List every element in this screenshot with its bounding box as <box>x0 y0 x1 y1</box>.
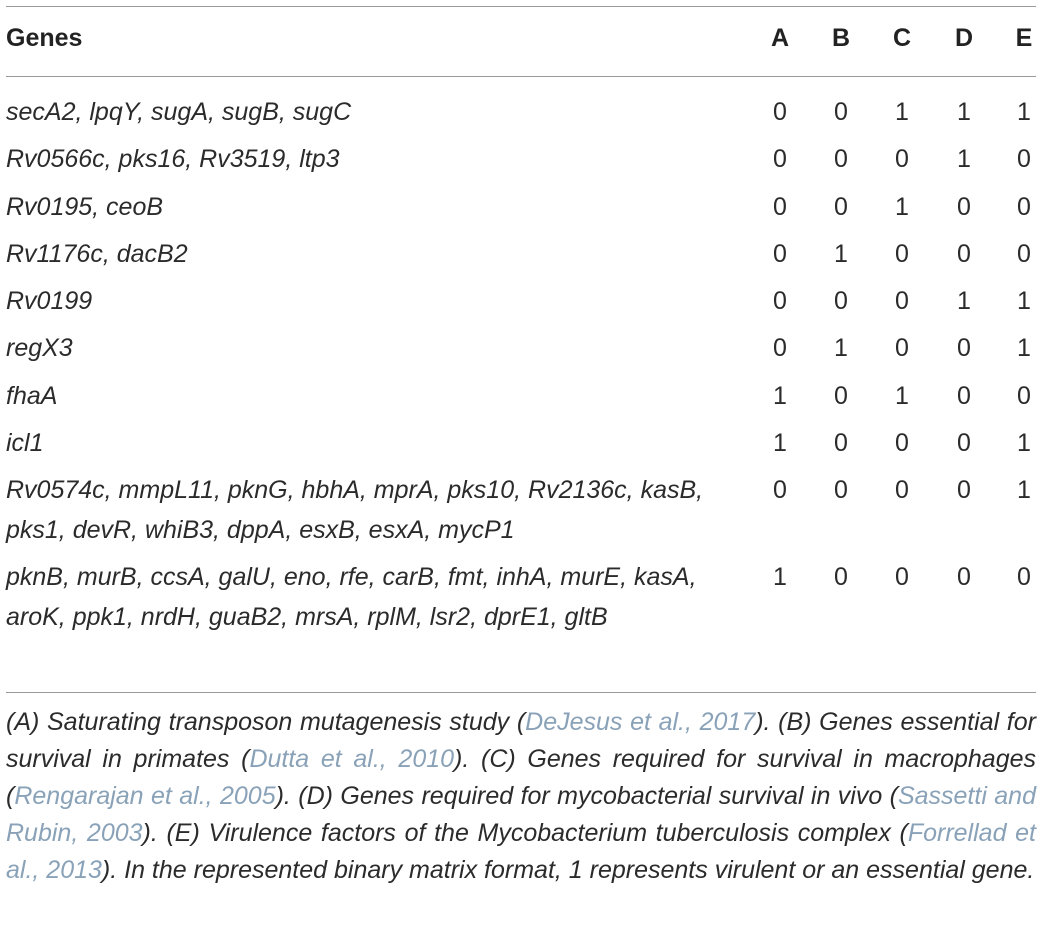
citation-link[interactable]: Forrellad et al., 2013 <box>6 819 1036 884</box>
value-cell: 1 <box>773 429 787 457</box>
column-header-a: A <box>770 24 790 52</box>
footnote-text: ). In the represented binary matrix format, 1 represents virulent or an essential gene. <box>101 856 1035 884</box>
value-cell: 1 <box>1017 476 1031 504</box>
value-cell: 1 <box>895 382 909 410</box>
value-cell: 0 <box>957 240 971 268</box>
value-cell: 0 <box>834 98 848 126</box>
footnote-text: ). (C) Genes required for survival in macrophages ( <box>6 745 1037 810</box>
genes-cell: Rv0574c, mmpL11, pknG, hbhA, mprA, pks10, Rv2136c, kasB, pks1, devR, whiB3, dppA, esxB, esxA, mycP1 <box>6 476 704 544</box>
value-cell: 0 <box>773 240 787 268</box>
value-cell: 0 <box>773 334 787 362</box>
value-cell: 0 <box>773 476 787 504</box>
footnote-text: ). (D) Genes required for mycobacterial survival in vivo ( <box>275 782 898 810</box>
genes-cell: secA2, lpqY, sugA, sugB, sugC <box>6 98 352 126</box>
column-header-c: C <box>892 24 912 52</box>
genes-cell: Rv0195, ceoB <box>6 193 164 221</box>
footnote-text: ). (E) Virulence factors of the Mycobacterium tuberculosis complex ( <box>142 819 908 847</box>
value-cell: 0 <box>773 98 787 126</box>
value-cell: 0 <box>895 429 909 457</box>
value-cell: 0 <box>957 193 971 221</box>
value-cell: 0 <box>957 334 971 362</box>
table-bottom-rule <box>6 692 1036 693</box>
table-footnote <box>6 704 1036 889</box>
value-cell: 0 <box>834 429 848 457</box>
value-cell: 1 <box>957 287 971 315</box>
genes-cell: pknB, murB, ccsA, galU, eno, rfe, carB, fmt, inhA, murE, kasA, aroK, ppk1, nrdH, guaB2, mrsA, rplM, lsr2, dprE1, gltB <box>6 563 697 631</box>
value-cell: 1 <box>773 563 787 591</box>
table-top-rule <box>6 6 1036 7</box>
value-cell: 0 <box>773 287 787 315</box>
genes-cell: fhaA <box>6 382 58 410</box>
genes-cell: Rv0199 <box>6 287 93 315</box>
value-cell: 0 <box>957 563 971 591</box>
value-cell: 1 <box>1017 287 1031 315</box>
value-cell: 0 <box>773 145 787 173</box>
value-cell: 0 <box>895 287 909 315</box>
value-cell: 0 <box>834 563 848 591</box>
value-cell: 0 <box>895 334 909 362</box>
value-cell: 0 <box>834 382 848 410</box>
value-cell: 0 <box>957 476 971 504</box>
value-cell: 0 <box>834 287 848 315</box>
citation-link[interactable]: Dutta et al., 2010 <box>249 745 455 773</box>
column-header-d: D <box>954 24 974 52</box>
value-cell: 1 <box>895 193 909 221</box>
value-cell: 0 <box>895 476 909 504</box>
value-cell: 0 <box>895 563 909 591</box>
value-cell: 1 <box>773 382 787 410</box>
value-cell: 1 <box>1017 334 1031 362</box>
genes-cell: icl1 <box>6 429 44 457</box>
value-cell: 1 <box>834 334 848 362</box>
column-header-genes: Genes <box>6 24 83 52</box>
footnote-text: ). (B) Genes essential for survival in primates ( <box>6 708 1036 773</box>
value-cell: 0 <box>1017 145 1031 173</box>
value-cell: 1 <box>895 98 909 126</box>
genes-cell: Rv0566c, pks16, Rv3519, ltp3 <box>6 145 340 173</box>
value-cell: 0 <box>957 382 971 410</box>
value-cell: 0 <box>895 240 909 268</box>
value-cell: 0 <box>834 145 848 173</box>
column-header-b: B <box>831 24 851 52</box>
value-cell: 0 <box>834 193 848 221</box>
value-cell: 0 <box>1017 240 1031 268</box>
value-cell: 0 <box>834 476 848 504</box>
genes-cell: regX3 <box>6 334 73 362</box>
value-cell: 0 <box>1017 563 1031 591</box>
value-cell: 0 <box>1017 193 1031 221</box>
value-cell: 1 <box>957 98 971 126</box>
citation-link[interactable]: Sassetti and Rubin, 2003 <box>6 782 1036 847</box>
value-cell: 1 <box>1017 429 1031 457</box>
value-cell: 0 <box>957 429 971 457</box>
value-cell: 1 <box>957 145 971 173</box>
genes-cell: Rv1176c, dacB2 <box>6 240 188 268</box>
value-cell: 0 <box>895 145 909 173</box>
footnote-text: (A) Saturating transposon mutagenesis study ( <box>6 708 526 736</box>
value-cell: 1 <box>834 240 848 268</box>
citation-link[interactable]: Rengarajan et al., 2005 <box>14 782 276 810</box>
column-header-e: E <box>1015 24 1033 52</box>
value-cell: 1 <box>1017 98 1031 126</box>
value-cell: 0 <box>773 193 787 221</box>
citation-link[interactable]: DeJesus et al., 2017 <box>525 708 756 736</box>
value-cell: 0 <box>1017 382 1031 410</box>
header-rule <box>6 76 1036 77</box>
